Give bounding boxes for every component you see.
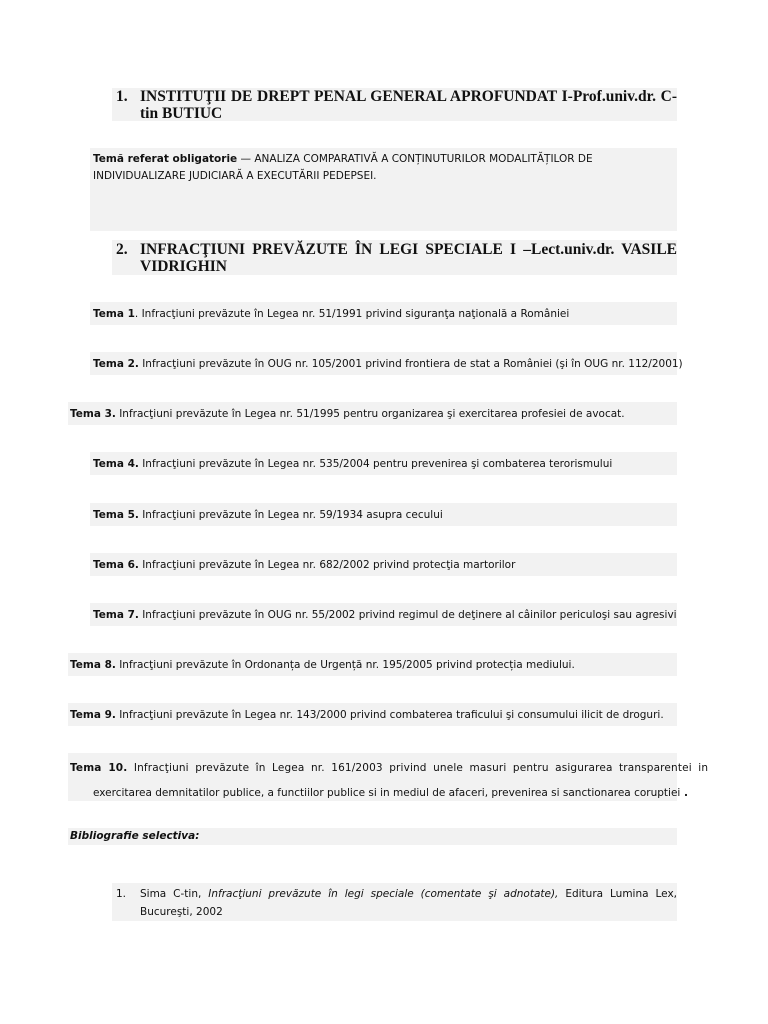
section1-title: INSTITUŢII DE DREPT PENAL GENERAL APROFUNDAT I-Prof.univ.dr. C-tin BUTIUC	[140, 88, 677, 122]
list-item	[93, 453, 612, 475]
list-item	[93, 303, 569, 325]
tema10-line2	[93, 782, 688, 804]
section1-heading	[112, 88, 677, 122]
tema10-text-2: exercitarea demnitatilor publice, a functiilor publice si in mediul de afaceri, prevenirea si sanctionarea coruptiei	[93, 787, 681, 799]
referat-dash: —	[237, 153, 255, 165]
tema-text: Infracţiuni prevăzute în OUG nr. 105/2001 privind frontiera de stat a României (şi în OUG nr. 112/2001)	[138, 358, 683, 370]
tema10-label: Tema 10.	[70, 762, 128, 774]
list-item	[70, 654, 575, 676]
tema-label: Tema 5.	[93, 509, 139, 521]
tema10-text-1: Infracţiuni prevăzute în Legea nr. 161/2003 privind unele masuri pentru asigurarea transparentei in	[127, 762, 709, 774]
list-item	[93, 604, 677, 626]
tema-label: Tema 9.	[70, 709, 116, 721]
referat-block	[93, 151, 668, 185]
tema-label: Tema 7.	[93, 609, 139, 621]
bibliografie-heading: Bibliografie selectiva:	[70, 830, 200, 842]
biblio-publisher: Editura Lumina Lex, Bucureşti,	[140, 888, 677, 918]
biblio-title: Infracţiuni prevăzute în legi speciale (comentate şi adnotate),	[208, 888, 559, 900]
section2-heading	[112, 241, 677, 275]
biblio-number: 1.	[116, 888, 127, 900]
tema-text: Infracţiuni prevăzute în Legea nr. 682/2002 privind protecţia martorilor	[138, 559, 516, 571]
list-item	[93, 353, 683, 375]
biblio-year: 2002	[196, 906, 223, 918]
tema-label: Tema 6.	[93, 559, 139, 571]
tema-label: Tema 3.	[70, 408, 116, 420]
tema-text: . Infracţiuni prevăzute în Legea nr. 51/1991 privind siguranţa naţională a României	[134, 308, 570, 320]
referat-label: Temă referat obligatorie	[93, 153, 238, 165]
tema10-end: .	[680, 787, 688, 799]
tema-text: Infracţiuni prevăzute în OUG nr. 55/2002 privind regimul de deţinere al câinilor periculoşi sau agresivi	[138, 609, 677, 621]
list-item	[70, 403, 625, 425]
tema-label: Tema 8.	[70, 659, 116, 671]
tema-text: Infracţiuni prevăzute în Legea nr. 51/1995 pentru organizarea şi exercitarea profesiei de avocat.	[115, 408, 625, 420]
biblio-entry	[140, 885, 677, 921]
tema10-line1	[70, 757, 709, 779]
tema-text: Infracţiuni prevăzute în Ordonanța de Urgență nr. 195/2005 privind protecția mediului.	[115, 659, 575, 671]
list-item	[93, 504, 443, 526]
list-item	[70, 704, 664, 726]
tema-text: Infracţiuni prevăzute în Legea nr. 143/2000 privind combaterea traficului şi consumului ilicit de droguri.	[115, 709, 664, 721]
referat-text: ANALIZA COMPARATIVĂ A CONȚINUTURILOR MODALITĂȚILOR DE INDIVIDUALIZARE JUDICIARĂ A EXECUTĂRII PEDEPSEI.	[93, 153, 593, 182]
section2-number: 2.	[116, 241, 128, 258]
section2-title: INFRACŢIUNI PREVĂZUTE ÎN LEGI SPECIALE I –Lect.univ.dr. VASILE VIDRIGHIN	[140, 241, 677, 275]
section1-number: 1.	[116, 88, 128, 105]
list-item	[93, 554, 515, 576]
tema-label: Tema 4.	[93, 458, 139, 470]
tema-text: Infracţiuni prevăzute în Legea nr. 59/1934 asupra cecului	[138, 509, 443, 521]
tema-text: Infracţiuni prevăzute în Legea nr. 535/2004 pentru prevenirea şi combaterea terorismului	[138, 458, 613, 470]
tema-label: Tema 1	[93, 308, 135, 320]
biblio-author: Sima C-tin,	[140, 888, 209, 900]
tema-label: Tema 2.	[93, 358, 139, 370]
